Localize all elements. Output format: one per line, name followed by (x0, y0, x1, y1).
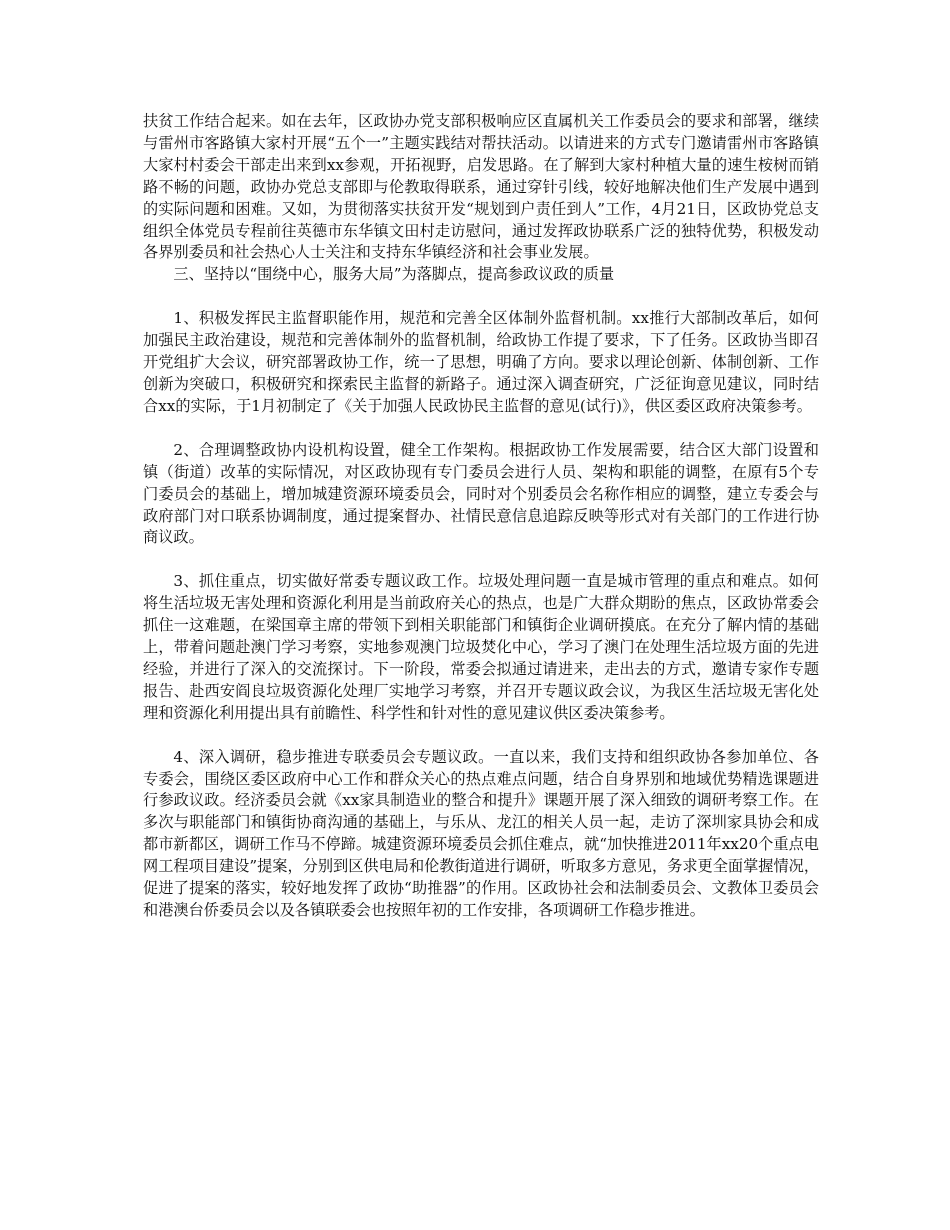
paragraph-item-2: 2、合理调整政协内设机构设置，健全工作架构。根据政协工作发展需要，结合区大部门设置和镇（街道）改革的实际情况，对区政协现有专门委员会进行人员、架构和职能的调整，在原有5个专门委员会的基础上，增加城建资源环境委员会，同时对个别委员会名称作相应的调整，建立专委会与政府部门对口联系协调制度，通过提案督办、社情民意信息追踪反映等形式对有关部门的工作进行协商议政。 (143, 440, 819, 547)
paragraph-item-3: 3、抓住重点，切实做好常委专题议政工作。垃圾处理问题一直是城市管理的重点和难点。如何将生活垃圾无害处理和资源化利用是当前政府关心的热点，也是广大群众期盼的焦点，区政协常委会抓住一这难题，在梁国章主席的带领下到相关职能部门和镇街企业调研摸底。在充分了解内情的基础上，带着问题赴澳门学习考察，实地参观澳门垃圾焚化中心，学习了澳门在处理生活垃圾方面的先进经验，并进行了深入的交流探讨。下一阶段，常委会拟通过请进来，走出去的方式，邀请专家作专题报告、赴西安阎良垃圾资源化处理厂实地学习考察，并召开专题议政会议，为我区生活垃圾无害化处理和资源化利用提出具有前瞻性、科学性和针对性的意见建议供区委决策参考。 (143, 572, 819, 722)
paragraph-item-4: 4、深入调研，稳步推进专联委员会专题议政。一直以来，我们支持和组织政协各参加单位、各专委会，围绕区委区政府中心工作和群众关心的热点难点问题，结合自身界别和地域优势精选课题进行参政议政。经济委员会就《xx家具制造业的整合和提升》课题开展了深入细致的调研考察工作。在多次与职能部门和镇街协商沟通的基础上，与乐从、龙江的相关人员一起，走访了深圳家具协会和成都市新都区，调研工作马不停蹄。城建资源环境委员会抓住难点，就“加快推进2011年xx20个重点电网工程项目建设”提案，分别到区供电局和伦教街道进行调研，听取多方意见，务求更全面掌握情况，促进了提案的落实，较好地发挥了政协“助推器”的作用。区政协社会和法制委员会、文教体卫委员会和港澳台侨委员会以及各镇联委会也按照年初的工作安排，各项调研工作稳步推进。 (143, 747, 820, 919)
document-body (143, 111, 819, 922)
paragraph-item-1: 1、积极发挥民主监督职能作用，规范和完善全区体制外监督机制。xx推行大部制改革后，如何加强民主政治建设，规范和完善体制外的监督机制，给政协工作提了要求，下了任务。区政协当即召开党组扩大会议，研究部署政协工作，统一了思想，明确了方向。要求以理论创新、体制创新、工作创新为突破口，积极研究和探索民主监督的新路子。通过深入调查研究，广泛征询意见建议，同时结合xx的实际，于1月初制定了《关于加强人民政协民主监督的意见(试行)》，供区委区政府决策参考。 (143, 309, 819, 415)
section-heading-3: 三、坚持以“围绕中心，服务大局”为落脚点，提高参政议政的质量 (173, 265, 615, 284)
paragraph-poverty-alleviation: 扶贫工作结合起来。如在去年，区政协办党支部积极响应区直属机关工作委员会的要求和部署，继续与雷州市客路镇大家村开展“五个一”主题实践结对帮扶活动。以请进来的方式专门邀请雷州市客路镇大家村村委会干部走出来到xx参观，开拓视野，启发思路。在了解到大家村种植大量的速生桉树而销路不畅的问题，政协办党总支部即与伦教取得联系，通过穿针引线，较好地解决他们生产发展中遇到的实际问题和困难。又如，为贯彻落实扶贫开发“规划到户责任到人”工作，4月21日，区政协党总支组织全体党员专程前往英德市东华镇文田村走访慰问，通过发挥政协联系广泛的独特优势，积极发动各界别委员和社会热心人士关注和支持东华镇经济和社会事业发展。 (143, 112, 819, 262)
